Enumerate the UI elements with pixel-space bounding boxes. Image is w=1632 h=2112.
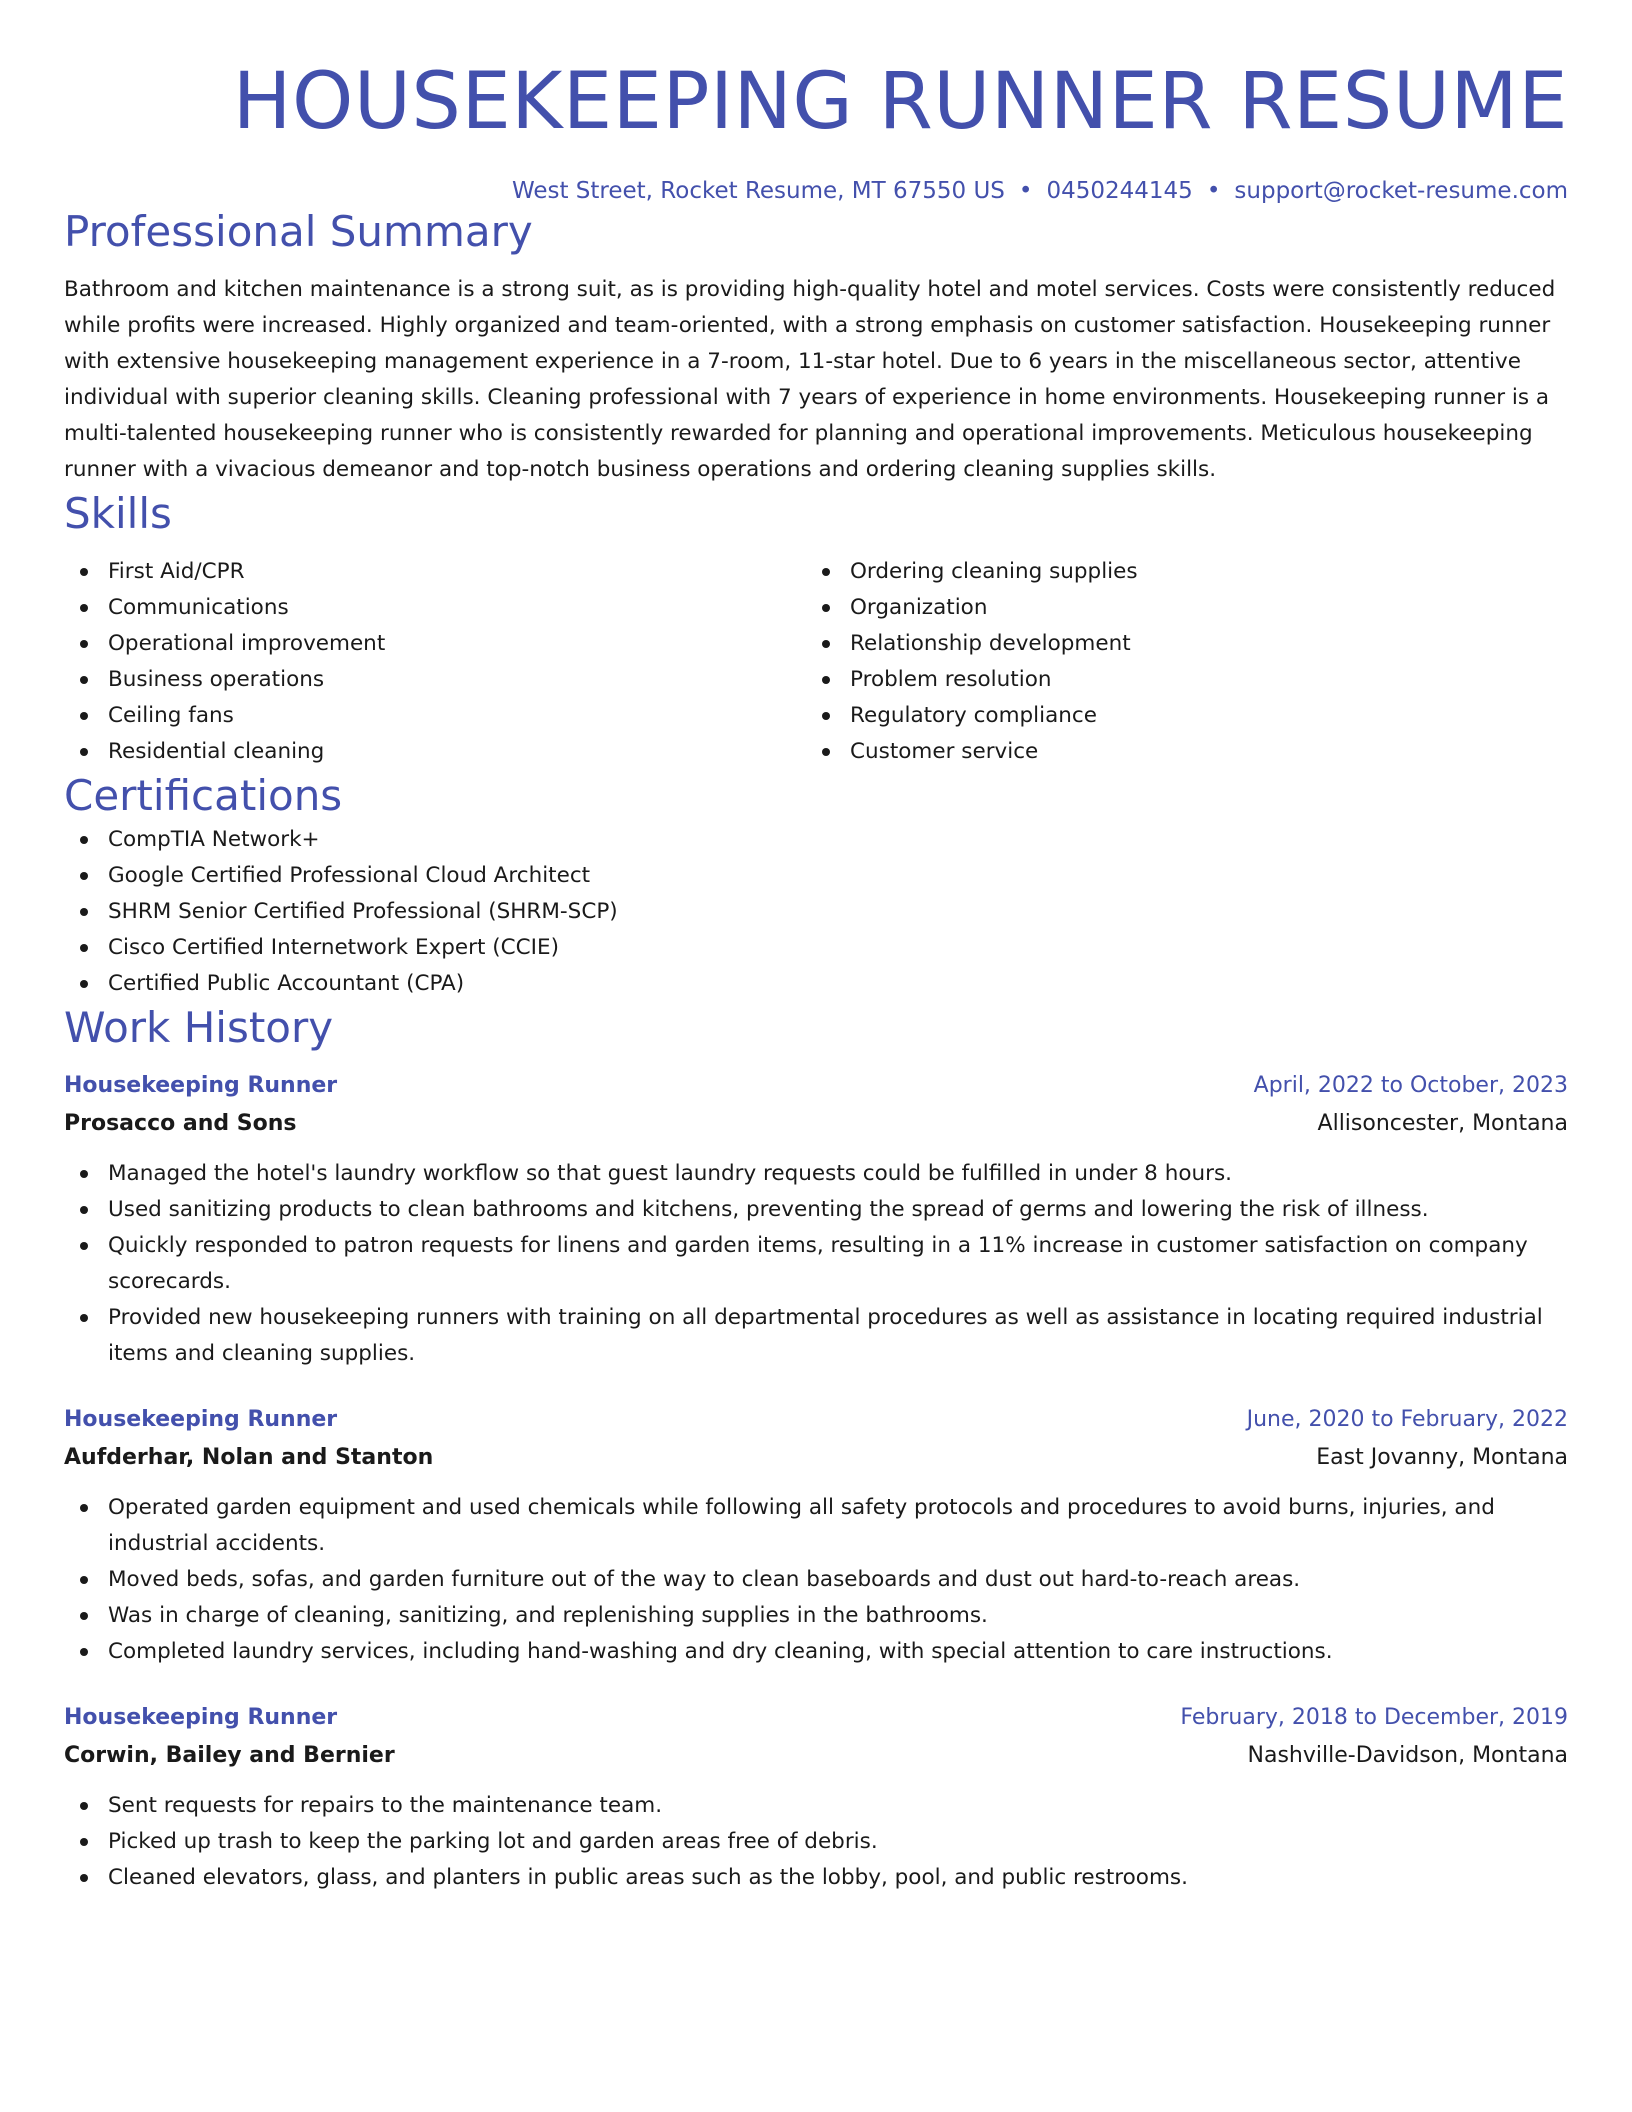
bullet-icon (80, 944, 88, 952)
job-bullets (64, 1788, 1568, 1896)
job-bullet-text: Sent requests for repairs to the maintenance team. (108, 1793, 663, 1818)
skill-item (806, 734, 1548, 770)
job-bullet-text: Managed the hotel's laundry workflow so that guest laundry requests could be fulfilled in under 8 hours. (108, 1161, 1232, 1186)
skill-label: Business operations (108, 667, 325, 692)
job-bullet-text: Quickly responded to patron requests for linens and garden items, resulting in a 11% increase in customer satisfaction on company scorecards. (108, 1233, 1528, 1294)
bullet-icon (80, 1170, 88, 1178)
job-bullet-text: Moved beds, sofas, and garden furniture out of the way to clean baseboards and dust out hard-to-reach areas. (108, 1567, 1301, 1592)
contact-line (64, 176, 1568, 206)
bullet-icon (822, 676, 830, 684)
job-company-row (64, 1438, 1568, 1478)
job-bullet (64, 1860, 1568, 1896)
bullet-icon (80, 568, 88, 576)
job-company-row (64, 1736, 1568, 1776)
skill-item (64, 590, 806, 626)
certifications-heading: Certifications (64, 771, 343, 820)
skills-columns (64, 554, 1568, 770)
certification-item (64, 858, 1568, 894)
skill-item (64, 698, 806, 734)
job-bullets (64, 1490, 1568, 1670)
job-company: Aufderhar, Nolan and Stanton (64, 1445, 434, 1470)
bullet-icon (80, 908, 88, 916)
bullet-icon (80, 1648, 88, 1656)
job-entry (64, 1402, 1568, 1670)
job-bullet (64, 1156, 1568, 1192)
certification-item (64, 894, 1568, 930)
contact-separator: • (1018, 178, 1033, 204)
bullet-icon (80, 676, 88, 684)
job-location: East Jovanny, Montana (1316, 1445, 1568, 1470)
job-bullet (64, 1300, 1568, 1372)
job-company: Corwin, Bailey and Bernier (64, 1743, 395, 1768)
contact-address: West Street, Rocket Resume, MT 67550 US (511, 178, 1005, 204)
skills-list-left (64, 554, 806, 770)
job-entry (64, 1700, 1568, 1896)
bullet-icon (80, 1838, 88, 1846)
job-header-row (64, 1700, 1568, 1736)
bullet-icon (80, 836, 88, 844)
bullet-icon (80, 1242, 88, 1250)
job-dates: February, 2018 to December, 2019 (1180, 1705, 1568, 1730)
job-dates: April, 2022 to October, 2023 (1253, 1073, 1568, 1098)
bullet-icon (80, 1504, 88, 1512)
job-title: Housekeeping Runner (64, 1705, 338, 1730)
skill-item (806, 554, 1548, 590)
certification-label: Cisco Certified Internetwork Expert (CCIE) (108, 935, 559, 960)
skill-label: Regulatory compliance (850, 703, 1097, 728)
bullet-icon (80, 872, 88, 880)
job-bullet-text: Cleaned elevators, glass, and planters in public areas such as the lobby, pool, and public restrooms. (108, 1865, 1188, 1890)
skill-label: Communications (108, 595, 289, 620)
certification-item (64, 822, 1568, 858)
certification-label: Google Certified Professional Cloud Architect (108, 863, 591, 888)
job-bullet (64, 1788, 1568, 1824)
job-bullet-text: Was in charge of cleaning, sanitizing, and replenishing supplies in the bathrooms. (108, 1603, 988, 1628)
job-header-row (64, 1402, 1568, 1438)
job-bullet (64, 1562, 1568, 1598)
bullet-icon (80, 604, 88, 612)
job-bullet-text: Provided new housekeeping runners with training on all departmental procedures as well as assistance in locating required industrial items and cleaning supplies. (108, 1305, 1543, 1366)
work-history-heading: Work History (64, 1003, 334, 1052)
certification-label: Certified Public Accountant (CPA) (108, 971, 465, 996)
contact-phone: 0450244145 (1046, 178, 1193, 204)
job-title: Housekeeping Runner (64, 1407, 338, 1432)
job-bullets (64, 1156, 1568, 1372)
bullet-icon (80, 712, 88, 720)
bullet-icon (822, 640, 830, 648)
bullet-icon (822, 712, 830, 720)
job-header-row (64, 1068, 1568, 1104)
job-bullet-text: Completed laundry services, including hand-washing and dry cleaning, with special attention to care instructions. (108, 1639, 1333, 1664)
bullet-icon (80, 1206, 88, 1214)
summary-heading: Professional Summary (64, 207, 533, 256)
job-title: Housekeeping Runner (64, 1073, 338, 1098)
skill-label: Organization (850, 595, 988, 620)
certification-item (64, 966, 1568, 1002)
bullet-icon (80, 640, 88, 648)
contact-separator: • (1206, 178, 1221, 204)
job-bullet (64, 1228, 1568, 1300)
job-bullet (64, 1824, 1568, 1860)
bullet-icon (822, 748, 830, 756)
job-company: Prosacco and Sons (64, 1111, 297, 1136)
bullet-icon (822, 604, 830, 612)
skill-label: Relationship development (850, 631, 1131, 656)
skill-label: Operational improvement (108, 631, 386, 656)
skill-item (64, 662, 806, 698)
skills-list-right (806, 554, 1548, 770)
resume-title: HOUSEKEEPING RUNNER RESUME (232, 57, 1568, 147)
skill-item (64, 734, 806, 770)
skill-item (64, 626, 806, 662)
skills-heading: Skills (64, 489, 172, 538)
certifications-list (64, 822, 1568, 1002)
skill-item (806, 626, 1548, 662)
skill-label: Ceiling fans (108, 703, 234, 728)
job-company-row (64, 1104, 1568, 1144)
skill-label: Residential cleaning (108, 739, 325, 764)
certification-label: CompTIA Network+ (108, 827, 320, 852)
job-location: Nashville-Davidson, Montana (1247, 1743, 1568, 1768)
bullet-icon (80, 748, 88, 756)
bullet-icon (80, 1314, 88, 1322)
bullet-icon (80, 1576, 88, 1584)
skill-label: Ordering cleaning supplies (850, 559, 1138, 584)
certification-item (64, 930, 1568, 966)
job-bullet-text: Picked up trash to keep the parking lot and garden areas free of debris. (108, 1829, 878, 1854)
skill-item (64, 554, 806, 590)
bullet-icon (80, 1612, 88, 1620)
certification-label: SHRM Senior Certified Professional (SHRM-SCP) (108, 899, 618, 924)
job-bullet-text: Used sanitizing products to clean bathrooms and kitchens, preventing the spread of germs and lowering the risk of illness. (108, 1197, 1429, 1222)
skill-item (806, 662, 1548, 698)
contact-email: support@rocket-resume.com (1234, 178, 1568, 204)
bullet-icon (80, 1874, 88, 1882)
bullet-icon (822, 568, 830, 576)
skill-label: Problem resolution (850, 667, 1052, 692)
summary-text: Bathroom and kitchen maintenance is a strong suit, as is providing high-quality hotel and motel services. Costs were consistently reduced while profits were increased. Highly organized and team-oriented, with a strong emphasis on customer satisfaction. Housekeeping runner with extensive housekeeping management experience in a 7-room, 11-star hotel. Due to 6 years in the miscellaneous sector, attentive individual with superior cleaning skills. Cleaning professional with 7 years of experience in home environments. Housekeeping runner is a multi-talented housekeeping runner who is consistently rewarded for planning and operational improvements. Meticulous housekeeping runner with a vivacious demeanor and top-notch business operations and ordering cleaning supplies skills. (64, 277, 1556, 482)
job-bullet (64, 1598, 1568, 1634)
bullet-icon (80, 1802, 88, 1810)
job-entry (64, 1068, 1568, 1372)
job-bullet (64, 1490, 1568, 1562)
job-bullet (64, 1634, 1568, 1670)
job-dates: June, 2020 to February, 2022 (1246, 1407, 1568, 1432)
job-bullet-text: Operated garden equipment and used chemicals while following all safety protocols and procedures to avoid burns, injuries, and industrial accidents. (108, 1495, 1495, 1556)
skill-label: First Aid/CPR (108, 559, 245, 584)
job-location: Allisoncester, Montana (1317, 1111, 1568, 1136)
skill-item (806, 698, 1548, 734)
skill-label: Customer service (850, 739, 1039, 764)
bullet-icon (80, 980, 88, 988)
skill-item (806, 590, 1548, 626)
job-bullet (64, 1192, 1568, 1228)
